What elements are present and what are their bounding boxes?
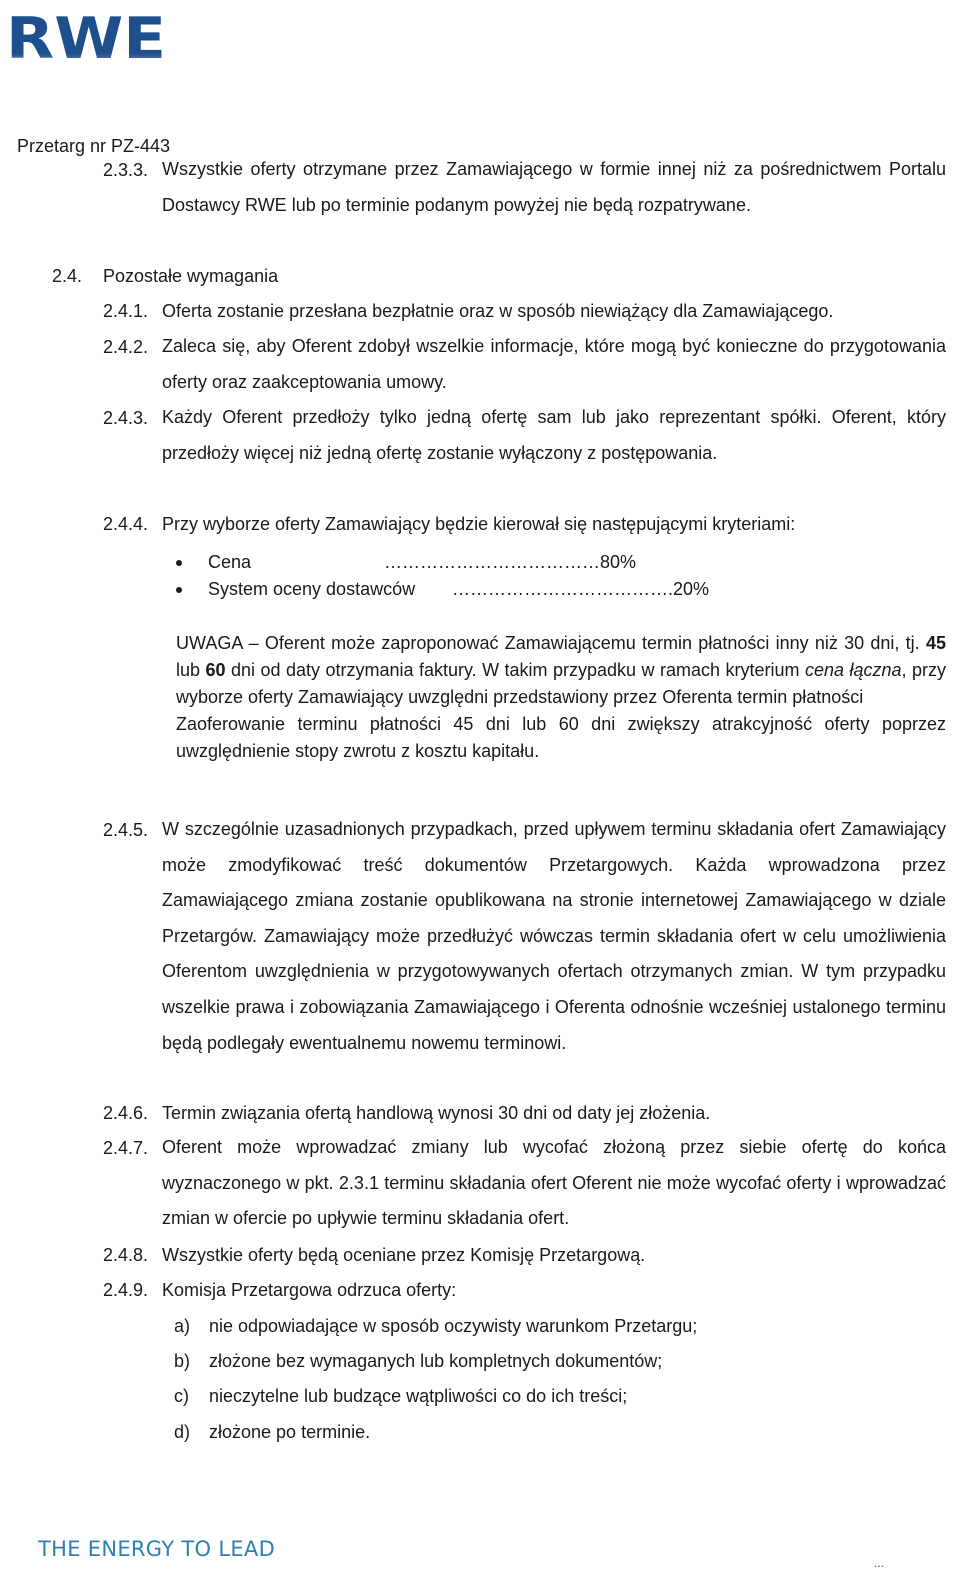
rwe-logo: [6, 8, 168, 72]
item-number: 2.4.7.: [103, 1138, 149, 1158]
note-text: UWAGA – Oferent może zaproponować Zamawiającemu termin płatności inny niż 30 dni, tj.: [176, 633, 920, 653]
item-number: 2.4.1.: [103, 301, 149, 321]
item-text: Wszystkie oferty będą oceniane przez Komisję Przetargową.: [162, 1245, 646, 1265]
list-text: nie odpowiadające w sposób oczywisty warunkom Przetargu;: [209, 1316, 698, 1336]
note-days-60: 60: [205, 660, 226, 680]
item-number: 2.3.3.: [103, 160, 149, 180]
item-number: 2.4.4.: [103, 514, 149, 534]
payment-note: [176, 630, 946, 765]
item-text: Termin związania ofertą handlową wynosi 30 dni od daty jej złożenia.: [162, 1103, 711, 1123]
item-number: 2.4.: [52, 266, 83, 286]
payment-note-paragraph: [176, 630, 946, 711]
criteria-label: Cena: [208, 552, 252, 572]
item-number: 2.4.3.: [103, 408, 149, 428]
page-marker: ...: [874, 1556, 885, 1570]
criteria-weight: ……………………………….20%: [452, 579, 710, 599]
criteria-weight: ………………………………80%: [384, 552, 637, 572]
criteria-list: [176, 549, 796, 603]
note-text: lub: [176, 660, 201, 680]
list-letter: d): [174, 1422, 191, 1442]
item-text: Zaleca się, aby Oferent zdobył wszelkie informacje, które mogą być konieczne do przygotowania oferty oraz zaakceptowania umowy.: [162, 336, 946, 392]
item-text: W szczególnie uzasadnionych przypadkach, przed upływem terminu składania ofert Zamawiający może zmodyfikować treść dokumentów Przetargowych. Każda wprowadzona przez Zamawiającego zmiana zostanie opublikowana na stronie internetowej Zamawiającego w dziale Przetargów. Zamawiający może przedłużyć wówczas termin składania ofert w celu umożliwienia Oferentom uwzględnienia w przygotowywanych ofertach otrzymanych zmian. W tym przypadku wszelkie prawa i zobowiązania Zamawiającego i Oferenta odnośnie wcześniej ustalonego terminu będą podlegały ewentualnemu nowemu terminowi.: [162, 819, 946, 1053]
item-number: 2.4.5.: [103, 820, 149, 840]
payment-note-paragraph-2: Zaoferowanie terminu płatności 45 dni lub 60 dni zwiększy atrakcyjność oferty poprzez uwzględnienie stopy zwrotu z kosztu kapitału.: [176, 714, 946, 761]
note-text: dni od daty otrzymania faktury. W takim przypadku w ramach kryterium: [231, 660, 800, 680]
svg-text:RWE: RWE: [6, 8, 166, 72]
list-text: złożone po terminie.: [209, 1422, 371, 1442]
bullet-icon: [176, 587, 182, 593]
bullet-icon: [176, 560, 182, 566]
criteria-item-supplier-rating: [176, 576, 796, 603]
item-text: Oferta zostanie przesłana bezpłatnie oraz w sposób niewiążący dla Zamawiającego.: [162, 301, 834, 321]
note-criterion-name: cena łączna: [804, 660, 902, 680]
item-text: Oferent może wprowadzać zmiany lub wycofać złożoną przez siebie ofertę do końca wyznaczonego w pkt. 2.3.1 terminu składania ofert Oferent nie może wycofać oferty i wprowadzać zmian w ofercie po upływie terminu składania ofert.: [162, 1137, 946, 1228]
tender-number: Przetarg nr PZ-443: [17, 136, 171, 156]
note-text: , przy wyborze oferty Zamawiający uwzględni przedstawiony przez Oferenta termin płatności: [176, 660, 946, 707]
list-letter: c): [174, 1386, 189, 1406]
criteria-item-price: [176, 549, 796, 576]
item-number: 2.4.9.: [103, 1280, 149, 1300]
item-number: 2.4.2.: [103, 337, 149, 357]
list-letter: a): [174, 1316, 191, 1336]
item-text: Wszystkie oferty otrzymane przez Zamawiającego w formie innej niż za pośrednictwem Portalu Dostawcy RWE lub po terminie podanym powyżej nie będą rozpatrywane.: [162, 159, 946, 215]
item-text: Komisja Przetargowa odrzuca oferty:: [162, 1280, 457, 1300]
item-text: Każdy Oferent przedłoży tylko jedną ofertę sam lub jako reprezentant spółki. Oferent, który przedłoży więcej niż jedną ofertę zostanie wyłączony z postępowania.: [162, 407, 946, 463]
item-text: Przy wyborze oferty Zamawiający będzie kierował się następującymi kryteriami:: [162, 514, 796, 534]
footer-tagline: THE ENERGY TO LEAD: [38, 1537, 276, 1561]
item-number: 2.4.8.: [103, 1245, 149, 1265]
criteria-label: System oceny dostawców: [208, 579, 416, 599]
note-days-45: 45: [925, 633, 946, 653]
list-text: nieczytelne lub budzące wątpliwości co do ich treści;: [209, 1386, 628, 1406]
item-number: 2.4.6.: [103, 1103, 149, 1123]
rwe-logo-graphic: [6, 8, 168, 72]
section-heading: Pozostałe wymagania: [103, 266, 279, 286]
list-letter: b): [174, 1351, 191, 1371]
list-text: złożone bez wymaganych lub kompletnych dokumentów;: [209, 1351, 663, 1371]
